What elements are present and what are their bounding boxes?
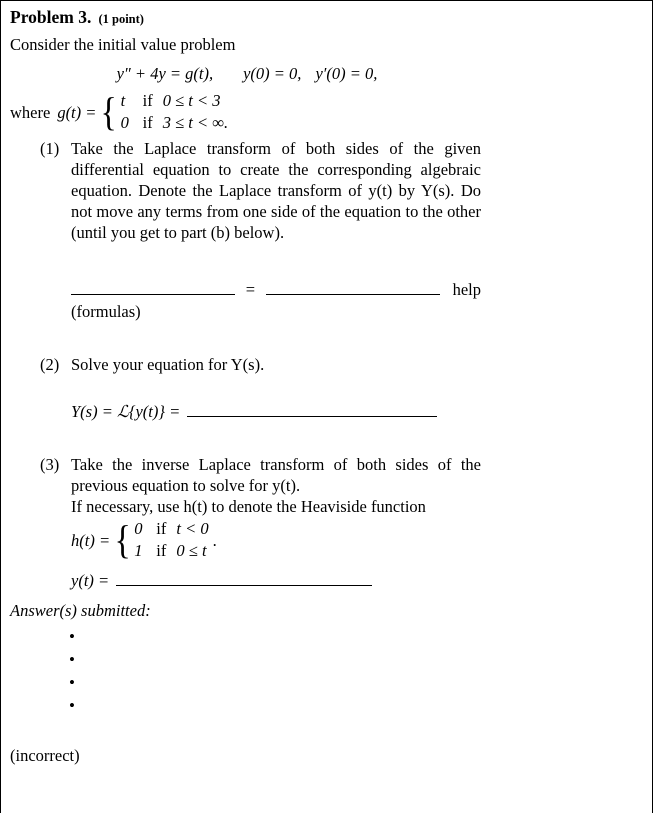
submitted-answer-bullet: •	[69, 627, 75, 646]
part-2-body	[71, 354, 481, 422]
answers-submitted-section	[10, 600, 644, 766]
part-2-label: (2)	[40, 355, 60, 374]
problem-title: Problem 3.	[10, 7, 92, 27]
case-condition: 3 ≤ t < ∞.	[162, 113, 229, 132]
part-3-answer-line	[71, 570, 481, 591]
where-label: where	[10, 102, 51, 122]
heaviside-definition	[71, 518, 481, 562]
answer-blank	[187, 403, 437, 417]
part-3-text: Take the inverse Laplace transform of both sides of the previous equation to solve for y(t).	[71, 455, 481, 495]
h-case-1	[134, 518, 208, 540]
g-definition	[10, 90, 484, 134]
g-lhs: g(t) =	[57, 102, 97, 122]
answers-submitted-label: Answer(s) submitted:	[10, 601, 151, 620]
initial-condition-1: y(0) = 0,	[243, 64, 302, 83]
submitted-answer-bullet: •	[69, 650, 75, 669]
answer-blank-right	[266, 281, 440, 295]
problem-header	[10, 7, 484, 30]
problem-points: (1 point)	[98, 12, 144, 26]
g-case-1	[121, 90, 229, 112]
part-1-text: Take the Laplace transform of both sides of the given differential equation to create the corresponding algebraic equation. Denote the Laplace transform of y(t) by Y(s). Do not move any terms from one side of the equation to the other (until you get to part (b) below).	[71, 139, 481, 242]
case-value: 0	[134, 519, 143, 538]
answer-blank-left	[71, 281, 235, 295]
intro-text: Consider the initial value problem	[10, 35, 236, 54]
submitted-answer-bullet: •	[69, 673, 75, 692]
case-if-label: if	[156, 519, 167, 538]
problem-column	[10, 7, 484, 591]
part-1-body	[71, 138, 481, 322]
result-status: (incorrect)	[10, 746, 80, 765]
case-condition: t < 0	[176, 519, 209, 538]
ivp-equation	[10, 63, 484, 84]
case-condition: 0 ≤ t	[176, 541, 207, 560]
part-2	[40, 354, 484, 422]
submitted-answer-bullet: •	[69, 696, 75, 715]
ode-expression: y″ + 4y = g(t),	[116, 64, 214, 83]
cases-brace-icon: {	[114, 517, 131, 562]
part-3	[40, 454, 484, 591]
part-2-answer-line	[71, 401, 481, 422]
g-cases	[121, 90, 229, 134]
case-if-label: if	[142, 91, 153, 110]
formulas-link: (formulas)	[71, 302, 141, 321]
part-3-label: (3)	[40, 455, 60, 474]
g-case-2	[121, 112, 229, 134]
answer-blank	[116, 572, 372, 586]
sentence-period: .	[212, 530, 217, 550]
h-lhs: h(t) =	[71, 530, 111, 550]
case-value: t	[120, 91, 126, 110]
part-1-answer-line	[71, 279, 481, 300]
submitted-answers-list	[69, 625, 644, 717]
case-condition: 0 ≤ t < 3	[162, 91, 221, 110]
initial-condition-2: y′(0) = 0,	[315, 64, 378, 83]
cases-brace-icon: {	[100, 89, 118, 134]
answer-prefix: y(t) =	[71, 571, 110, 590]
part-1-label: (1)	[40, 139, 60, 158]
case-value: 0	[120, 113, 129, 132]
part-3-body	[71, 454, 481, 591]
h-cases	[134, 518, 208, 562]
part-1	[40, 138, 484, 322]
part-2-text: Solve your equation for Y(s).	[71, 355, 265, 374]
answer-prefix: Y(s) = ℒ{y(t)} =	[71, 402, 181, 421]
case-value: 1	[134, 541, 143, 560]
h-case-2	[134, 540, 208, 562]
help-link: help	[452, 280, 481, 299]
case-if-label: if	[156, 541, 167, 560]
part-3-text-2: If necessary, use h(t) to denote the Heaviside function	[71, 497, 426, 516]
case-if-label: if	[142, 113, 153, 132]
equals-sign: =	[245, 280, 256, 299]
